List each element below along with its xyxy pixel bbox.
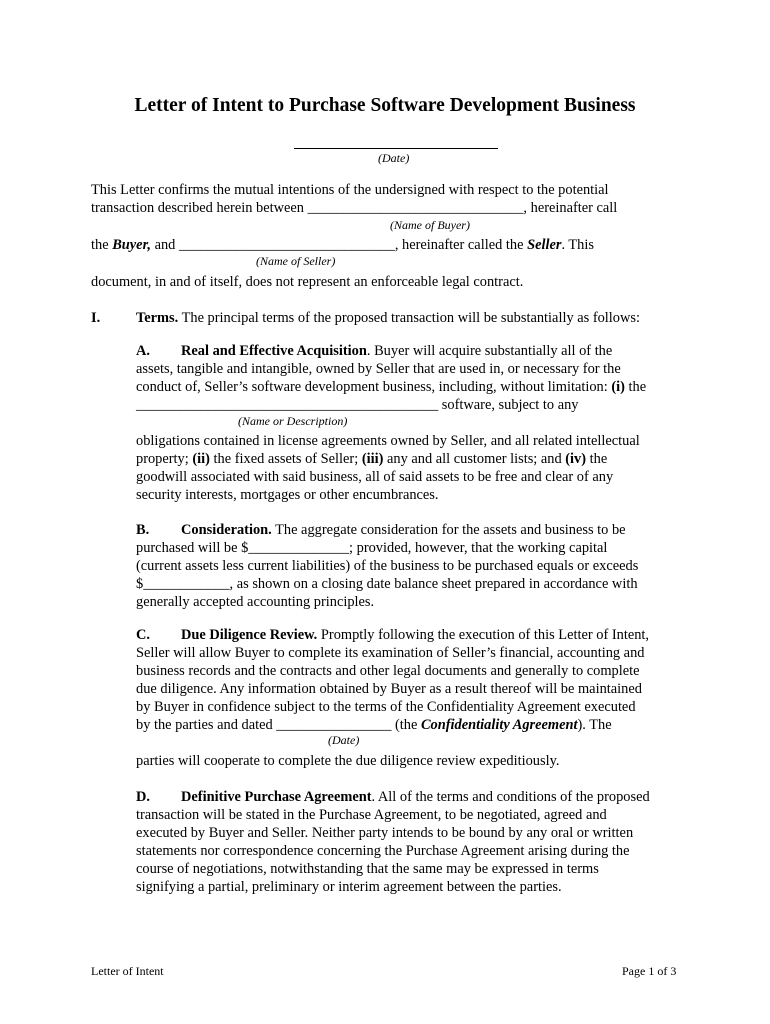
para-b-letter: B. [136, 522, 150, 538]
para-d-line-4: statements nor correspondence concerning the Purchase Agreement arising during the [136, 843, 630, 859]
section-i-numeral: I. [91, 310, 101, 326]
date-blank-line [294, 148, 498, 149]
buyer-caption: (Name of Buyer) [390, 218, 470, 232]
seller-caption: (Name of Seller) [256, 254, 336, 268]
para-c-line-3: business records and the contracts and other legal documents and generally to complete [136, 663, 640, 679]
para-d-line-3: executed by Buyer and Seller. Neither party intends to be bound by any oral or written [136, 825, 634, 841]
para-a-line-1: Real and Effective Acquisition. Buyer will acquire substantially all of the [181, 343, 613, 359]
software-name-blank: __________________________________________ [136, 397, 439, 413]
intro-line-4: document, in and of itself, does not represent an enforceable legal contract. [91, 274, 524, 290]
para-c-line-5: by Buyer in confidence subject to the terms of the Confidentiality Agreement executed [136, 699, 636, 715]
para-a-line-3: conduct of, Seller’s software development business, including, without limitation: (i) the [136, 379, 647, 395]
confidentiality-date-caption: (Date) [328, 733, 360, 747]
footer-page-number: Page 1 of 3 [622, 964, 677, 978]
para-b-line-4: $____________, as shown on a closing date balance sheet prepared in accordance with [136, 576, 638, 592]
para-a-line-2: assets, tangible and intangible, owned by Seller that are used in, or necessary for the [136, 361, 621, 377]
para-b-line-2: purchased will be $______________; provided, however, that the working capital [136, 540, 608, 556]
para-b-line-3: (current assets less current liabilities) of the business to be purchased equals or exceeds [136, 558, 639, 574]
para-a-line-5: obligations contained in license agreements owned by Seller, and all related intellectual [136, 433, 640, 449]
para-c-line-7: parties will cooperate to complete the due diligence review expeditiously. [136, 753, 560, 769]
section-i-heading: Terms. The principal terms of the proposed transaction will be substantially as follows: [136, 310, 640, 326]
intro-line-1: This Letter confirms the mutual intentions of the undersigned with respect to the potential [91, 182, 609, 198]
para-d-line-2: transaction will be stated in the Purchase Agreement, to be negotiated, agreed and [136, 807, 607, 823]
para-c-line-6: by the parties and dated ________________ (the Confidentiality Agreement). The [136, 717, 612, 733]
para-c-line-4: due diligence. Any information obtained by Buyer as a result thereof will be maintained [136, 681, 642, 697]
para-a-letter: A. [136, 343, 150, 359]
buyer-name-blank: ______________________________ [307, 200, 524, 216]
para-d-line-1: Definitive Purchase Agreement. All of the terms and conditions of the proposed [181, 789, 650, 805]
para-a-line-4: __________________________________________ software, subject to any [136, 397, 579, 413]
document-title: Letter of Intent to Purchase Software Development Business [134, 95, 636, 116]
seller-name-blank: ______________________________ [178, 237, 395, 253]
para-d-line-5: course of negotiations, notwithstanding that the same may be expressed in terms [136, 861, 599, 877]
intro-line-2: transaction described herein between ______________________________, hereinafter call [91, 200, 618, 216]
para-c-line-2: Seller will allow Buyer to complete its examination of Seller’s financial, accounting and [136, 645, 645, 661]
para-d-letter: D. [136, 789, 150, 805]
para-b-line-1: Consideration. The aggregate consideration for the assets and business to be [181, 522, 626, 538]
footer-left: Letter of Intent [91, 964, 164, 978]
para-c-line-1: Due Diligence Review. Promptly following the execution of this Letter of Intent, [181, 627, 650, 643]
para-a-line-6: property; (ii) the fixed assets of Seller; (iii) any and all customer lists; and (iv) the [136, 451, 608, 467]
para-a-line-7: goodwill associated with said business, all of said assets to be free and clear of any [136, 469, 614, 485]
software-name-caption: (Name or Description) [238, 414, 348, 428]
date-caption: (Date) [378, 151, 410, 165]
para-d-line-6: signifying a partial, preliminary or interim agreement between the parties. [136, 879, 562, 895]
para-b-line-5: generally accepted accounting principles. [136, 594, 375, 610]
intro-line-3: the Buyer, and ______________________________, hereinafter called the Seller. This [91, 237, 594, 253]
para-c-letter: C. [136, 627, 150, 643]
para-a-line-8: security interests, mortgages or other encumbrances. [136, 487, 439, 503]
